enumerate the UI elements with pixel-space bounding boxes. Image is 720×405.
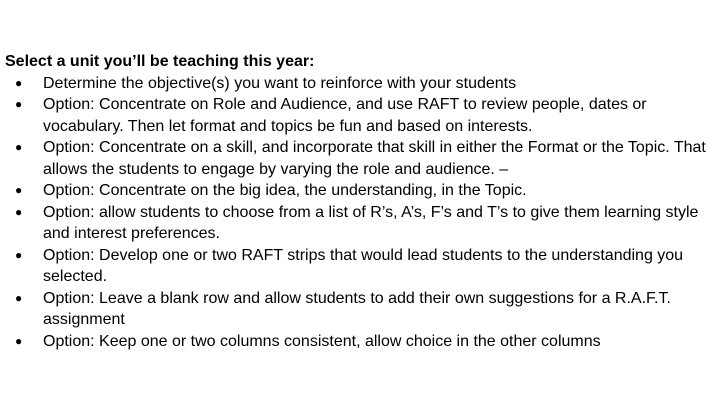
bullet-icon: ●: [15, 247, 23, 262]
list-item: [5, 180, 715, 202]
list-item-text: Option: Develop one or two RAFT strips that would lead students to the understanding you selected.: [43, 246, 684, 285]
list-item-text: Option: Concentrate on Role and Audience, and use RAFT to review people, dates or vocabulary. Then let format and topics be fun and based on interests.: [43, 96, 647, 135]
list-item: [5, 288, 715, 331]
list-item: [5, 245, 715, 288]
list-item: [5, 202, 715, 245]
list-item-text: Option: Leave a blank row and allow students to add their own suggestions for a R.A.F.T. assignment: [43, 289, 671, 328]
bullet-icon: ●: [15, 140, 23, 154]
list-item: [5, 94, 715, 137]
list-item-text: Option: Keep one or two columns consistent, allow choice in the other columns: [43, 332, 601, 350]
bullet-icon: ●: [15, 183, 23, 197]
bullet-icon: ●: [15, 204, 23, 219]
slide-content: [5, 51, 715, 352]
list-item-text: Determine the objective(s) you want to reinforce with your students: [43, 74, 517, 92]
heading: Select a unit you’ll be teaching this year:: [5, 53, 315, 70]
bullet-icon: ●: [15, 75, 23, 90]
list-item-text: Option: allow students to choose from a list of R’s, A’s, F’s and T’s to give them learning style and interest preferences.: [43, 203, 699, 242]
list-item: [5, 137, 715, 180]
list-item-text: Option: Concentrate on the big idea, the understanding, in the Topic.: [43, 182, 527, 199]
list-item: [5, 73, 715, 95]
list-item: [5, 331, 715, 353]
bullet-icon: ●: [15, 333, 23, 348]
list-item-text: Option: Concentrate on a skill, and incorporate that skill in either the Format or the Topic. That allows the students to engage by varying the role and audience. –: [43, 139, 706, 178]
bullet-icon: ●: [15, 97, 23, 111]
bullet-icon: ●: [15, 290, 23, 305]
bullet-list: [5, 73, 715, 353]
